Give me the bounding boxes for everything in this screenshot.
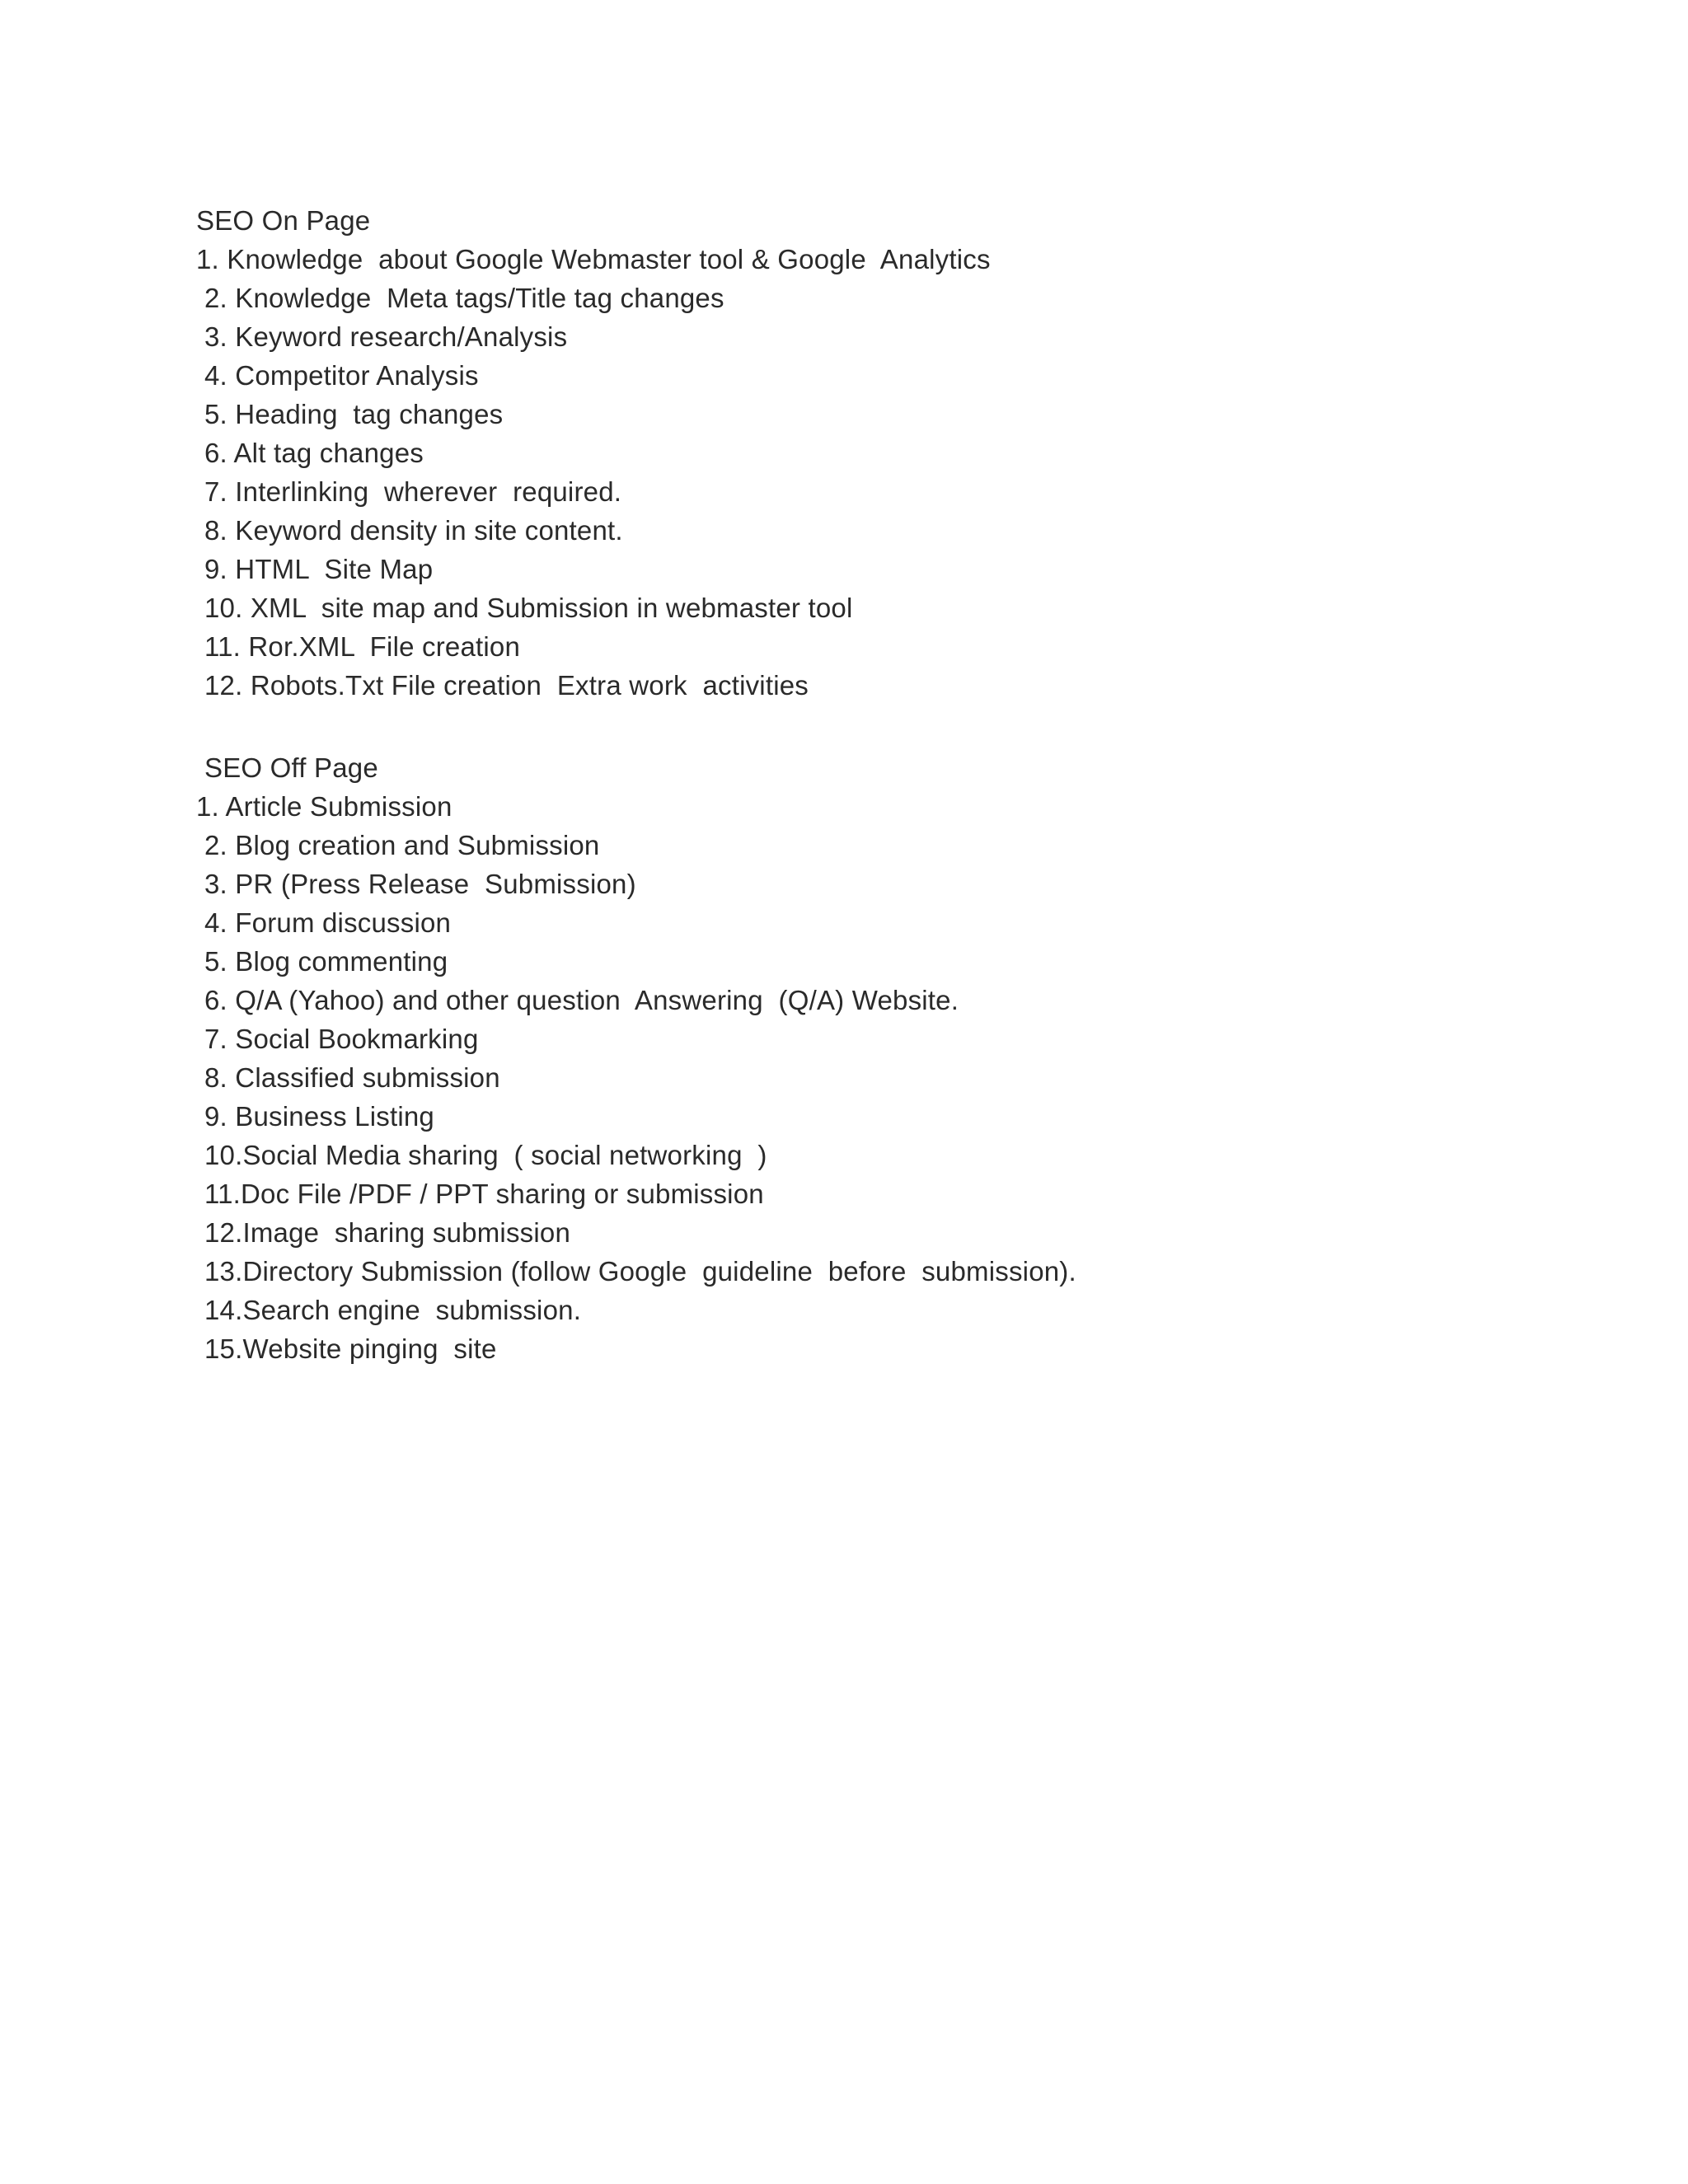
list-item: 3. Keyword research/Analysis: [204, 321, 568, 352]
list-item: 14.Search engine submission.: [204, 1295, 582, 1325]
list-item: 8. Classified submission: [204, 1062, 500, 1093]
list-item: 3. PR (Press Release Submission): [204, 869, 636, 899]
seo-off-page-heading: SEO Off Page: [204, 752, 378, 783]
list-item: 11.Doc File /PDF / PPT sharing or submission: [204, 1179, 764, 1209]
list-item: 9. HTML Site Map: [204, 554, 434, 584]
list-item: 6. Alt tag changes: [204, 438, 424, 468]
list-item: 5. Blog commenting: [204, 946, 448, 977]
list-item: 7. Social Bookmarking: [204, 1024, 479, 1054]
list-item: 4. Competitor Analysis: [204, 360, 479, 391]
list-item: 1. Article Submission: [196, 791, 452, 822]
list-item: 10. XML site map and Submission in webmaster tool: [204, 593, 853, 623]
list-item: 2. Blog creation and Submission: [204, 830, 600, 860]
list-item: 6. Q/A (Yahoo) and other question Answering (Q/A) Website.: [204, 985, 959, 1015]
list-item: 8. Keyword density in site content.: [204, 515, 623, 546]
list-item: 7. Interlinking wherever required.: [204, 476, 622, 507]
list-item: 9. Business Listing: [204, 1101, 434, 1132]
list-item: 12.Image sharing submission: [204, 1217, 570, 1248]
list-item: 15.Website pinging site: [204, 1333, 497, 1364]
list-item: 11. Ror.XML File creation: [204, 631, 521, 662]
list-item: 2. Knowledge Meta tags/Title tag changes: [204, 283, 724, 313]
seo-on-page-heading: SEO On Page: [196, 205, 371, 236]
list-item: 13.Directory Submission (follow Google guideline before submission).: [204, 1256, 1076, 1286]
list-item: 1. Knowledge about Google Webmaster tool & Google Analytics: [196, 244, 991, 274]
list-item: 5. Heading tag changes: [204, 399, 504, 429]
list-item: 4. Forum discussion: [204, 907, 452, 938]
list-item: 10.Social Media sharing ( social networking ): [204, 1140, 767, 1170]
list-item: 12. Robots.Txt File creation Extra work activities: [204, 670, 809, 701]
